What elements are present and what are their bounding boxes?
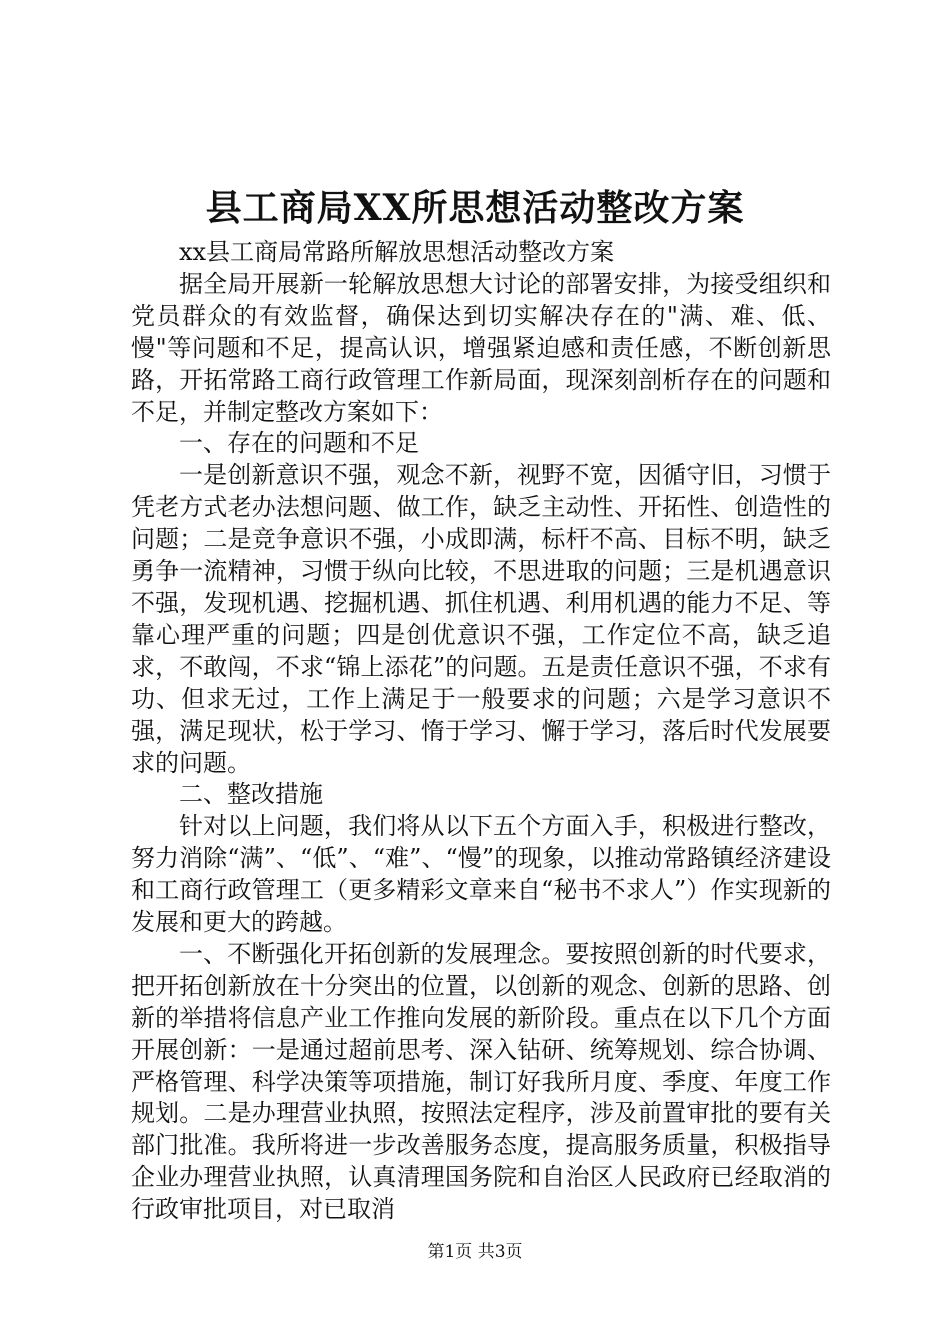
intro-paragraph: 据全局开展新一轮解放思想大讨论的部署安排，为接受组织和党员群众的有效监督，确保达到切实解决存在的"满、难、低、慢"等问题和不足，提高认识，增强紧迫感和责任感，不断创新思路，开拓常路工商行政管理工作新局面，现深刻剖析存在的问题和不足，并制定整改方案如下： [131, 269, 831, 426]
section-heading-measures: 二、整改措施 [179, 780, 323, 809]
document-subtitle: xx县工商局常路所解放思想活动整改方案 [179, 238, 615, 266]
document-body [131, 237, 831, 1226]
page-footer: 第1页 共3页 [427, 1242, 523, 1262]
measures-intro-paragraph: 针对以上问题，我们将从以下五个方面入手，积极进行整改，努力消除“满”、“低”、“难”、“慢”的现象，以推动常路镇经济建设和工商行政管理工（更多精彩文章来自“秘书不求人”）作实现新的发展和更大的跨越。 [131, 812, 831, 937]
problems-paragraph: 一是创新意识不强，观念不新，视野不宽，因循守旧，习惯于凭老方式老办法想问题、做工作，缺乏主动性、开拓性、创造性的问题；二是竞争意识不强，小成即满，标杆不高、目标不明，缺乏勇争一流精神，习惯于纵向比较，不思进取的问题；三是机遇意识不强，发现机遇、挖掘机遇、抓住机遇、利用机遇的能力不足、等靠心理严重的问题；四是创优意识不强，工作定位不高，缺乏追求，不敢闯，不求“锦上添花”的问题。五是责任意识不强，不求有功、但求无过，工作上满足于一般要求的问题；六是学习意识不强，满足现状，松于学习、惰于学习、懈于学习，落后时代发展要求的问题。 [131, 461, 831, 777]
section-heading-problems: 一、存在的问题和不足 [179, 429, 419, 458]
document-title: 县工商局XX所思想活动整改方案 [205, 187, 745, 229]
measure-one-paragraph: 一、不断强化开拓创新的发展理念。要按照创新的时代要求，把开拓创新放在十分突出的位置，以创新的观念、创新的思路、创新的举措将信息产业工作推向发展的新阶段。重点在以下几个方面开展创新：一是通过超前思考、深入钻研、统筹规划、综合协调、严格管理、科学决策等项措施，制订好我所月度、季度、年度工作规划。二是办理营业执照，按照法定程序，涉及前置审批的要有关部门批准。我所将进一步改善服务态度，提高服务质量，积极指导企业办理营业执照，认真清理国务院和自治区人民政府已经取消的行政审批项目，对已取消 [131, 939, 831, 1224]
